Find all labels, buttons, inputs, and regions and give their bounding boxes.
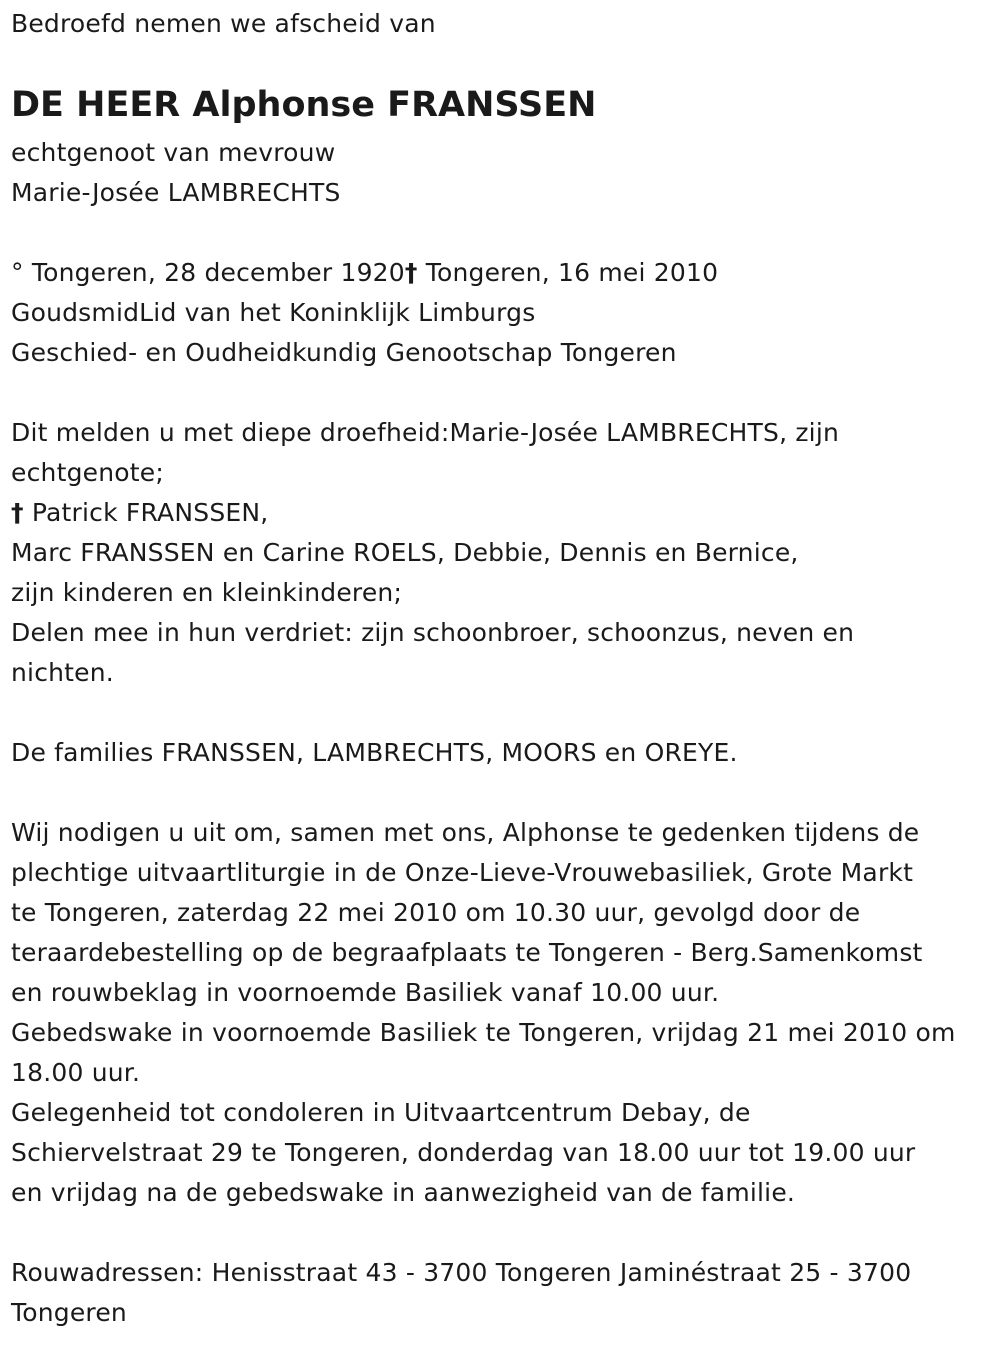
occupation-line-2: Geschied- en Oudheidkundig Genootschap Tongeren [11,338,677,367]
ceremony-line: en rouwbeklag in voornoemde Basiliek vanaf 10.00 uur. [11,978,720,1007]
spouse-line-1: echtgenoot van mevrouw [11,138,336,167]
ceremony-line: plechtige uitvaartliturgie in de Onze-Lieve-Vrouwebasiliek, Grote Markt [11,858,914,887]
death-notice [11,0,996,1333]
deceased-name: DE HEER Alphonse FRANSSEN [11,85,597,125]
families-line: De families FRANSSEN, LAMBRECHTS, MOORS en OREYE. [11,738,738,767]
spacer [11,1213,996,1253]
death-info: Tongeren, 16 mei 2010 [417,258,719,287]
ceremony-line: Wij nodigen u uit om, samen met ons, Alphonse te gedenken tijdens de [11,818,920,847]
ceremony-line: Schiervelstraat 29 te Tongeren, donderdag van 18.00 uur tot 19.00 uur [11,1138,916,1167]
intro-text: Bedroefd nemen we afscheid van [11,9,436,38]
birth-info: ° Tongeren, 28 december 1920 [11,258,405,287]
spacer [11,213,996,253]
occupation-line-1: GoudsmidLid van het Koninklijk Limburgs [11,298,536,327]
family-line: Marc FRANSSEN en Carine ROELS, Debbie, Dennis en Bernice, [11,538,799,567]
ceremony-line: 18.00 uur. [11,1058,141,1087]
deceased-son-name: Patrick FRANSSEN, [23,498,269,527]
spouse-line-2: Marie-Josée LAMBRECHTS [11,178,341,207]
spacer [11,773,996,813]
family-line: echtgenote; [11,458,164,487]
family-line-deceased-son [11,493,996,533]
family-line: Delen mee in hun verdriet: zijn schoonbroer, schoonzus, neven en [11,618,855,647]
ceremony-line: Gebedswake in voornoemde Basiliek te Tongeren, vrijdag 21 mei 2010 om [11,1018,956,1047]
family-line: nichten. [11,658,114,687]
spacer [11,373,996,413]
family-line: zijn kinderen en kleinkinderen; [11,578,403,607]
ceremony-line: teraardebestelling op de begraafplaats te Tongeren - Berg.Samenkomst [11,938,923,967]
address-line: Rouwadressen: Henisstraat 43 - 3700 Tongeren Jaminéstraat 25 - 3700 [11,1258,912,1287]
spacer [11,693,996,733]
family-line: Dit melden u met diepe droefheid:Marie-Josée LAMBRECHTS, zijn [11,418,840,447]
ceremony-line: te Tongeren, zaterdag 22 mei 2010 om 10.30 uur, gevolgd door de [11,898,861,927]
address-line: Tongeren [11,1298,127,1327]
ceremony-line: en vrijdag na de gebedswake in aanwezigheid van de familie. [11,1178,796,1207]
cross-icon: † [11,498,24,527]
birth-death-line [11,253,996,293]
cross-icon: † [404,258,418,287]
ceremony-line: Gelegenheid tot condoleren in Uitvaartcentrum Debay, de [11,1098,751,1127]
